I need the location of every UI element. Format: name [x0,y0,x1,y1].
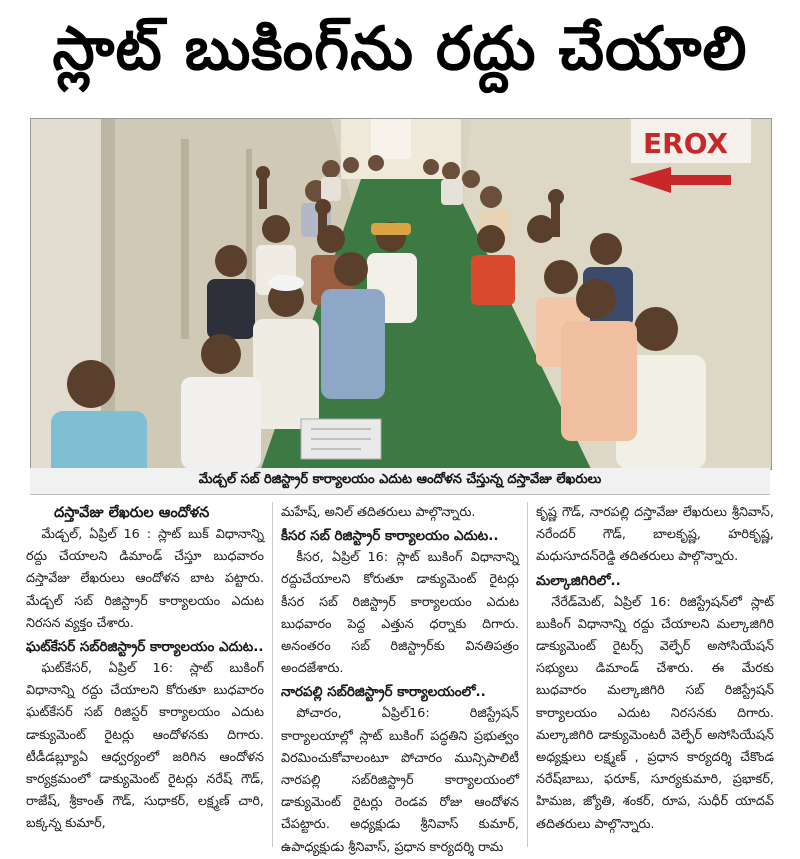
photo-caption: మేడ్చల్ సబ్ రిజిస్ట్రార్ కార్యాలయం ఎదుట ఆందోళన చేస్తున్న దస్తావేజు లేఖరులు [30,468,770,495]
subheading: నారపల్లి సబ్‌రిజిస్ట్రార్ కార్యాలయంలో.. [281,684,486,701]
paragraph: మేడ్చల్, ఏప్రిల్ 16 : స్లాట్ బుక్ విధానాన్ని రద్దు చేయాలని డిమాండ్ చేస్తూ బుధవారం దస్తావేజు లేఖరులు ఆందోళన బాట పట్టారు. మేడ్చల్ సబ్ రిజిస్ట్రార్ కార్యాలయం ఎదుట నిరసన వ్యక్తం చేశారు. [26,527,264,631]
paragraph: మహేష్, అనిల్ తదితరులు పాల్గొన్నారు. [281,505,476,520]
paragraph: కృష్ణ గౌడ్, నారపల్లి దస్తావేజు లేఖరులు శ్రీనివాస్, నరేందర్ గౌడ్, బాలకృష్ణ, హరికృష్ణ, మధుసూదన్‌రెడ్డి తదితరులు పాల్గొన్నారు. [536,505,774,565]
protest-photo-illustration [31,119,771,469]
article-column-3 [527,502,774,847]
subheading: కీసర సబ్ రిజిస్ట్రార్ కార్యాలయం ఎదుట.. [281,528,499,545]
paragraph: పోచారం, ఏప్రిల్16: రిజిస్ట్రేషన్ కార్యాలయాల్లో స్లాట్ బుకింగ్ పద్ధతిని ప్రభుత్వం విరమించుకోవాలంటూ పోచారం మున్సిపాలిటీ నారపల్లి సబ్‌రిజిస్ట్రార్ కార్యాలయంలో డాక్యుమెంట్ రైటర్లు రెండవ రోజు ఆందోళన చేపట్టారు. అధ్యక్షుడు శ్రీనివాస్ కుమార్, ఉపాధ్యక్షుడు శ్రీనివాస్, ప్రధాన కార్యదర్శి రామ [281,706,519,855]
article-column-2 [272,502,519,855]
subheading: ఘట్‌కేసర్ సబ్‌రిజిస్ట్రార్ కార్యాలయం ఎదుట.. [26,639,264,656]
article-heading: దస్తావేజు లేఖరుల ఆందోళన [54,505,210,521]
svg-text:EROX: EROX [643,127,729,160]
subheading: మల్కాజిగిరిలో.. [536,572,621,589]
paragraph: ఘట్‌కేసర్, ఏప్రిల్ 16: స్లాట్ బుకింగ్ విధానాన్ని రద్దు చేయాలని కోరుతూ బుధవారం ఘట్‌కేసర్ సబ్ రిజిస్టర్ కార్యాలయం ఎదుట డాక్యుమెంట్ రైటర్లు ఆందోళనకు దిగారు. టీడీడబ్ల్యూఏ ఆధ్వర్యంలో జరిగిన ఆందోళన కార్యక్రమంలో డాక్యుమెంట్ రైటర్లు నరేష్ గౌడ్, రాజేష్, శ్రీకాంత్ గౌడ్, సుధాకర్, లక్ష్మణ్ చారి, బక్కన్న కుమార్, [26,661,264,832]
headline: స్లాట్ బుకింగ్‌ను రద్దు చేయాలి [52,14,748,84]
paragraph: కీసర, ఏప్రిల్ 16: స్లాట్ బుకింగ్ విధానాన్ని రద్దుచేయాలని కోరుతూ డాక్యుమెంట్ రైటర్లు కీసర సబ్ రిజిస్ట్రార్ కార్యాలయం ఎదుట బుధవారం పెద్ద ఎత్తున ధర్నాకు దిగారు. అనంతరం సబ్ రిజిస్ట్రార్‌కు వినతిపత్రం అందజేశారు. [281,550,519,677]
article-columns [26,502,774,855]
protest-photo [30,118,772,470]
paragraph: నేరేడ్‌మెట్, ఏప్రిల్ 16: రిజిస్ట్రేషన్‌లో స్లాట్ బుకింగ్ విధానాన్ని రద్దు చేయాలని మల్కాజిగిరి డాక్యుమెంట్ రైటర్స్ వెల్ఫేర్ అసోసియేషన్ సభ్యులు డిమాండ్ చేశారు. ఈ మేరకు బుధవారం మల్కాజిగిరి సబ్ రిజిస్ట్రేషన్ కార్యాలయం ఎదుట నిరసనకు దిగారు. మల్కాజిగిరి డాక్యుమెంటరీ వెల్ఫేర్ అసోసియేషన్ అధ్యక్షులు లక్ష్మణ్ , ప్రధాన కార్యదర్శి చేకొండ నరేష్‌బాబు, ఫరూక్, సూర్యకుమారి, ప్రభాకర్, హిమజ, జ్యోతి, శంకర్, రూప, సుధీర్ యాదవ్ తదితరులు పాల్గొన్నారు. [536,594,774,832]
article-column-1 [26,502,264,847]
